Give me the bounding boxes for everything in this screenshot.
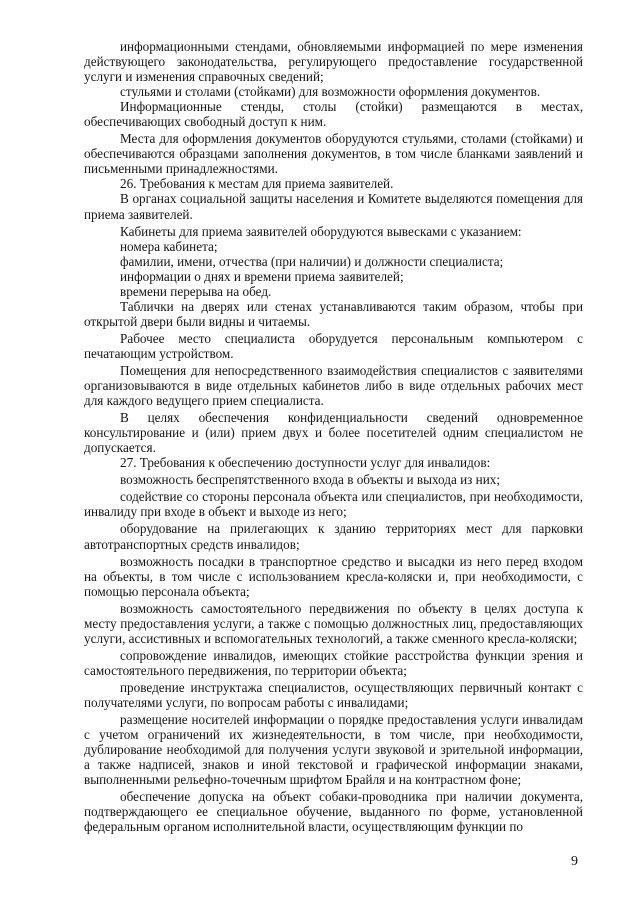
- section-27-heading: 27. Требования к обеспечению доступности услуг для инвалидов:: [120, 455, 491, 471]
- paragraph-21: возможность самостоятельного передвижения по объекту в целях доступа к месту предоставления услуги, а также с помощью должностных лиц, предоставляющих услуги, ассистивных и вспомогательных технологий, а также сменного кресла-коляски;: [84, 600, 583, 646]
- paragraph-22: сопровождение инвалидов, имеющих стойкие расстройства функции зрения и самостоятельного передвижения, по территории объекта;: [84, 647, 583, 678]
- section-26-heading: 26. Требования к местам для приема заявителей.: [120, 176, 394, 192]
- paragraph-18: содействие со стороны персонала объекта или специалистов, при необходимости, инвалиду при входе в объект и выходе из него;: [84, 489, 583, 520]
- paragraph-19: оборудование на прилегающих к зданию территориях мест для парковки автотранспортных средств инвалидов;: [84, 521, 583, 552]
- paragraph-12: Таблички на дверях или стенах устанавливаются таким образом, чтобы при открытой двери были видны и читаемы.: [84, 298, 583, 329]
- paragraph-17: возможность беспрепятственного входа в объекты и выхода из них;: [120, 472, 501, 488]
- list-item-room-number: номера кабинета;: [120, 238, 218, 254]
- paragraph-25: обеспечение допуска на объект собаки-проводника при наличии документа, подтверждающего ее специальное обучение, выданного по форме, установленной федеральным органом исполнительной власти, осуществляющим функции по: [84, 789, 583, 835]
- paragraph-2: стульями и столами (стойками) для возможности оформления документов.: [120, 84, 541, 100]
- paragraph-7: Кабинеты для приема заявителей оборудуются вывесками с указанием:: [120, 223, 522, 239]
- paragraph-14: Помещения для непосредственного взаимодействия специалистов с заявителями организовываются в виде отдельных кабинетов либо в виде отдельных рабочих мест для каждого ведущего прием специалиста.: [84, 362, 583, 409]
- page-number: 9: [571, 854, 578, 869]
- paragraph-24: размещение носителей информации о порядке предоставления услуги инвалидам с учетом ограничений их жизнедеятельности, в том числе, при необходимости, дублирование необходимой для получения услуги звуковой и зрительной информации, а также надписей, знаков и иной текстовой и графической информации знаками, выполненными рельефно-точечным шрифтом Брайля и на контрастном фоне;: [84, 712, 583, 788]
- paragraph-4: Места для оформления документов оборудуются стульями, столами (стойками) и обеспечиваются образцами заполнения документов, в том числе бланками заявлений и письменными принадлежностями.: [84, 131, 583, 177]
- list-item-specialist-name: фамилии, имени, отчества (при наличии) и должности специалиста;: [120, 253, 504, 269]
- paragraph-3: Информационные стенды, столы (стойки) размещаются в местах, обеспечивающих свободный доступ к ним.: [84, 99, 583, 130]
- paragraph-23: проведение инструктажа специалистов, осуществляющих первичный контакт с получателями услуги, по вопросам работы с инвалидами;: [84, 679, 583, 710]
- list-item-reception-days: информации о днях и времени приема заявителей;: [120, 268, 404, 284]
- paragraph-1: информационными стендами, обновляемыми информацией по мере изменения действующего законодательства, регулирующего предоставление государственной услуги и изменения справочных сведений;: [84, 39, 583, 85]
- paragraph-13: Рабочее место специалиста оборудуется персональным компьютером с печатающим устройством.: [84, 330, 583, 361]
- paragraph-15: В целях обеспечения конфиденциальности сведений одновременное консультирование и (или) прием двух и более посетителей одним специалистом не допускается.: [84, 410, 583, 456]
- paragraph-6: В органах социальной защиты населения и Комитете выделяются помещения для приема заявителей.: [84, 191, 583, 222]
- document-body: [84, 39, 583, 834]
- list-item-lunch-break: времени перерыва на обед.: [120, 283, 272, 299]
- paragraph-20: возможность посадки в транспортное средство и высадки из него перед входом на объекты, в том числе с использованием кресла-коляски и, при необходимости, с помощью персонала объекта;: [84, 553, 583, 599]
